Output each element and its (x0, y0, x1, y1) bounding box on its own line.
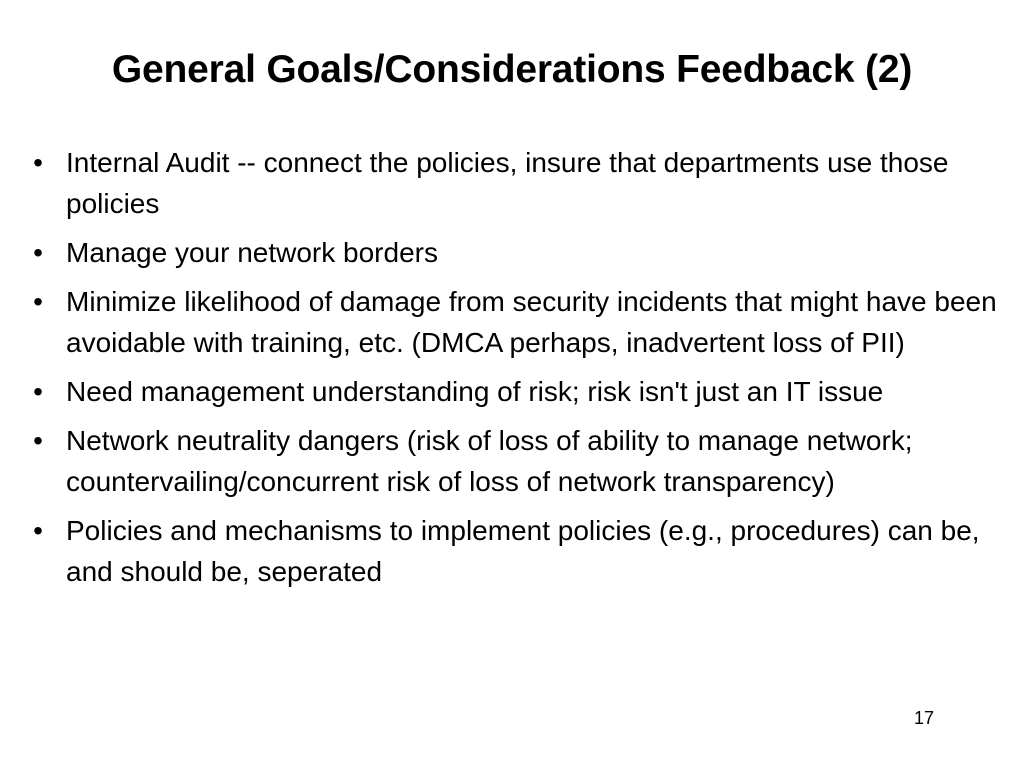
bullet-text: Network neutrality dangers (risk of loss of ability to manage network; countervailing/concurrent risk of loss of network transparency) (66, 425, 913, 497)
bullet-text: Policies and mechanisms to implement policies (e.g., procedures) can be, and should be, seperated (66, 515, 980, 587)
bullet-icon: • (33, 237, 43, 268)
bullet-text: Manage your network borders (66, 237, 438, 268)
bullet-list (28, 142, 1003, 600)
bullet-icon: • (33, 425, 43, 456)
bullet-icon: • (33, 147, 43, 178)
bullet-item-minimize-damage (28, 281, 1003, 363)
bullet-item-policies-mechanisms (28, 510, 1003, 592)
bullet-item-management-risk (28, 371, 1003, 412)
page-number: 17 (913, 708, 934, 728)
bullet-icon: • (33, 515, 43, 546)
bullet-item-network-borders (28, 232, 1003, 273)
bullet-item-network-neutrality (28, 420, 1003, 502)
bullet-icon: • (33, 376, 43, 407)
bullet-item-internal-audit (28, 142, 1003, 224)
bullet-icon: • (33, 286, 43, 317)
bullet-text: Minimize likelihood of damage from security incidents that might have been avoidable with training, etc. (DMCA perhaps, inadvertent loss of PII) (66, 286, 997, 358)
bullet-text: Need management understanding of risk; risk isn't just an IT issue (66, 376, 884, 407)
bullet-text: Internal Audit -- connect the policies, insure that departments use those policies (66, 147, 949, 219)
slide-title: General Goals/Considerations Feedback (2) (111, 48, 913, 91)
